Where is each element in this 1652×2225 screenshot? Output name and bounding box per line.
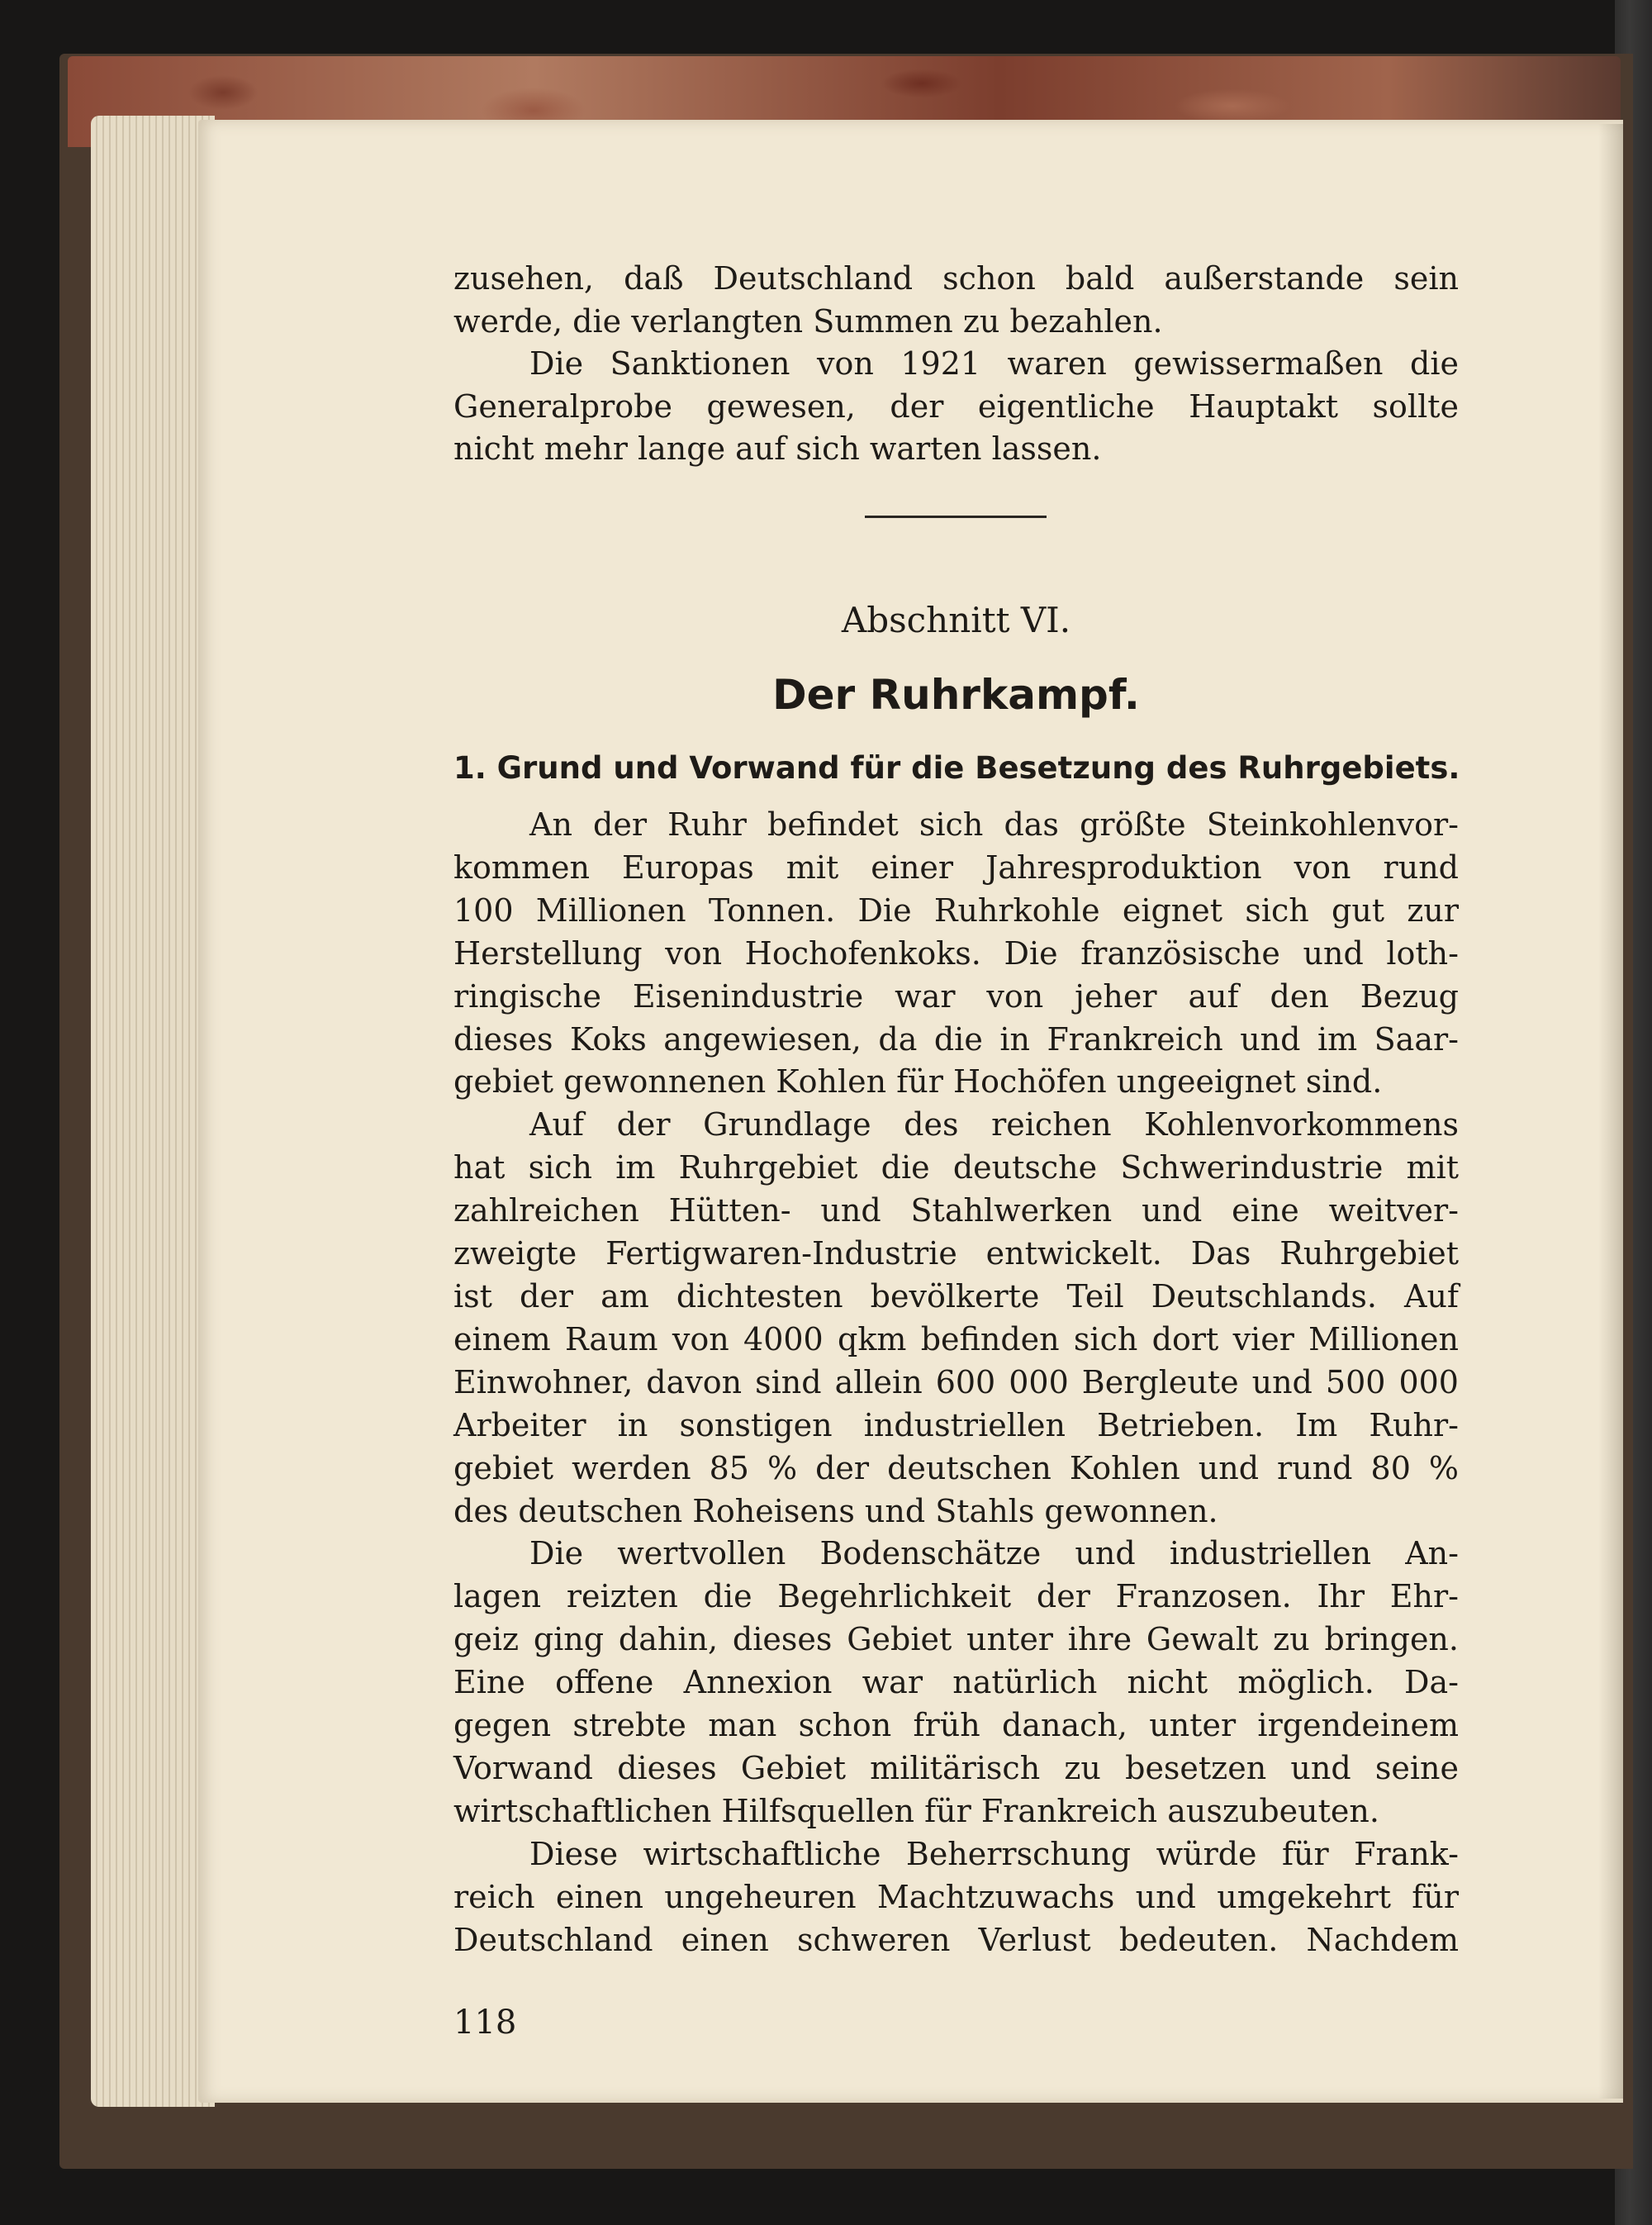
text-line: werde, die verlangten Summen zu bezahlen.	[453, 302, 1163, 340]
text-line: gebiet gewonnenen Kohlen für Hochöfen ungeeignet sind.	[453, 1063, 1383, 1101]
text-line: dieses Koks angewiesen, da die in Frankreich und im Saar-	[453, 1020, 1459, 1058]
text-line: reich einen ungeheuren Machtzuwachs und umgekehrt für	[453, 1878, 1459, 1915]
text-line: An der Ruhr befindet sich das größte Steinkohlenvor-	[529, 806, 1459, 843]
text-line: gegen strebte man schon früh danach, unter irgendeinem	[453, 1707, 1459, 1744]
text-line: wirtschaftlichen Hilfsquellen für Frankreich auszubeuten.	[453, 1792, 1379, 1829]
subheading: 1. Grund und Vorwand für die Besetzung des Ruhrgebiets.	[453, 750, 1460, 786]
text-line: Die Sanktionen von 1921 waren gewissermaßen die	[529, 345, 1459, 382]
chapter-title: Der Ruhrkampf.	[772, 671, 1140, 719]
text-line: Vorwand dieses Gebiet militärisch zu besetzen und seine	[453, 1749, 1459, 1786]
section-divider	[865, 516, 1047, 518]
text-line: Die wertvollen Bodenschätze und industriellen An-	[529, 1535, 1459, 1572]
text-line: Auf der Grundlage des reichen Kohlenvorkommens	[529, 1106, 1459, 1143]
text-line: Eine offene Annexion war natürlich nicht möglich. Da-	[453, 1664, 1459, 1701]
text-line: zusehen, daß Deutschland schon bald außerstande sein	[453, 260, 1459, 297]
intro-paragraphs	[453, 258, 1459, 471]
body-paragraphs	[453, 804, 1459, 1961]
page-stack-edge	[91, 116, 215, 2107]
text-line: geiz ging dahin, dieses Gebiet unter ihre Gewalt zu bringen.	[453, 1621, 1459, 1658]
text-line: lagen reizten die Begehrlichkeit der Franzosen. Ihr Ehr-	[453, 1578, 1459, 1615]
text-line: nicht mehr lange auf sich warten lassen.	[453, 430, 1102, 467]
page-number: 118	[453, 2004, 517, 2042]
text-line: 100 Millionen Tonnen. Die Ruhrkohle eignet sich gut zur	[453, 891, 1459, 929]
text-line: des deutschen Roheisens und Stahls gewonnen.	[453, 1492, 1218, 1529]
text-line: Einwohner, davon sind allein 600 000 Bergleute und 500 000	[453, 1363, 1459, 1400]
section-label: Abschnitt VI.	[841, 600, 1071, 640]
text-line: ist der am dichtesten bevölkerte Teil Deutschlands. Auf	[453, 1277, 1459, 1315]
text-line: ringische Eisenindustrie war von jeher auf den Bezug	[453, 977, 1459, 1015]
text-line: Deutschland einen schweren Verlust bedeuten. Nachdem	[453, 1921, 1459, 1958]
text-line: gebiet werden 85 % der deutschen Kohlen und rund 80 %	[453, 1449, 1459, 1486]
text-line: zweigte Fertigwaren-Industrie entwickelt. Das Ruhrgebiet	[453, 1235, 1459, 1272]
page-gutter-shadow	[1598, 124, 1623, 2099]
text-line: zahlreichen Hütten- und Stahlwerken und eine weitver-	[453, 1192, 1459, 1229]
text-line: kommen Europas mit einer Jahresproduktion von rund	[453, 849, 1459, 886]
text-line: Herstellung von Hochofenkoks. Die französische und loth-	[453, 934, 1459, 972]
text-line: Generalprobe gewesen, der eigentliche Hauptakt sollte	[453, 387, 1459, 425]
text-line: Diese wirtschaftliche Beherrschung würde für Frank-	[529, 1835, 1459, 1872]
text-line: Arbeiter in sonstigen industriellen Betrieben. Im Ruhr-	[453, 1406, 1459, 1443]
text-line: einem Raum von 4000 qkm befinden sich dort vier Millionen	[453, 1320, 1459, 1357]
text-line: hat sich im Ruhrgebiet die deutsche Schwerindustrie mit	[453, 1149, 1459, 1186]
